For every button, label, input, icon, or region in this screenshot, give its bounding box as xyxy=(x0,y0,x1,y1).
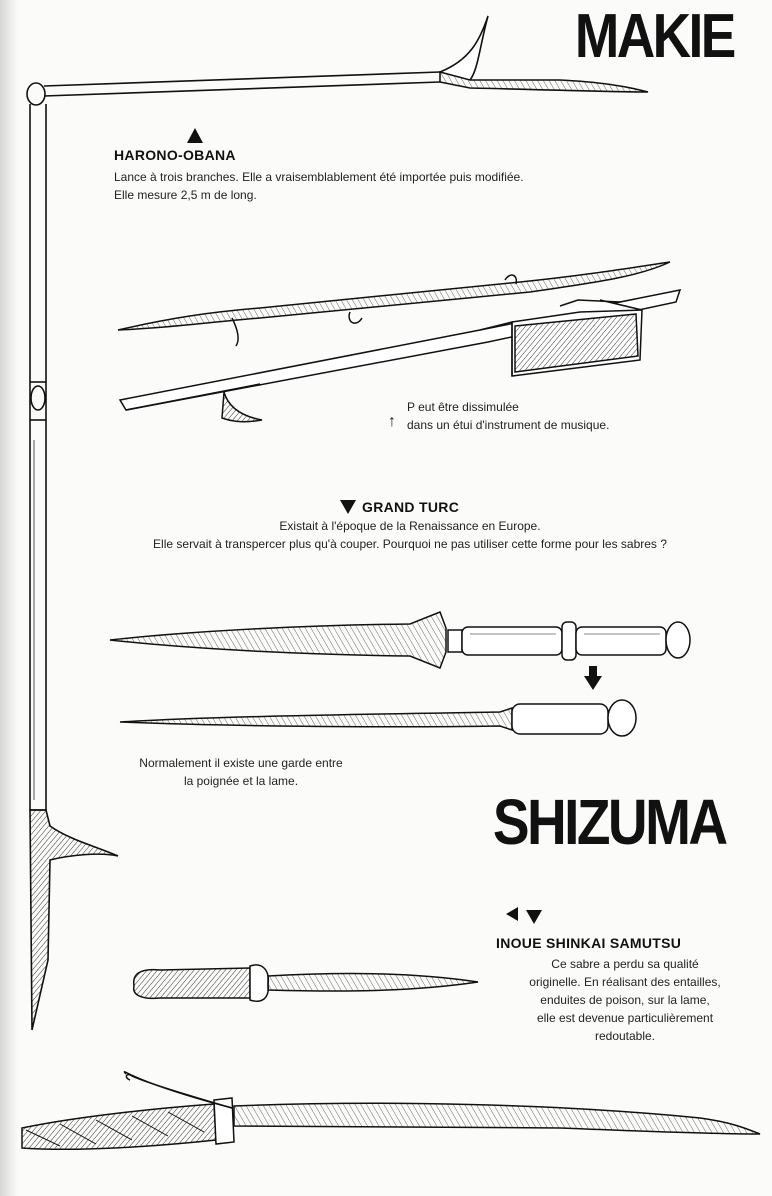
inoue-shinkai-blade-illustration xyxy=(134,965,478,1001)
description-line: redoutable. xyxy=(594,1029,656,1043)
case-note xyxy=(407,398,609,434)
triangle-down-icon xyxy=(526,910,542,924)
description-line: Elle servait à transpercer plus qu'à couper. Pourquoi ne pas utiliser cette forme pour les sabres ? xyxy=(153,537,667,551)
note-line: dans un étui d'instrument de musique. xyxy=(407,418,610,432)
harono-obana-heading: HARONO-OBANA xyxy=(114,147,236,163)
description-line: Existait à l'époque de la Renaissance en Europe. xyxy=(279,519,541,533)
makie-title: MAKIE xyxy=(575,2,734,71)
description-line: Ce sabre a perdu sa qualité xyxy=(551,957,699,971)
grand-turc-description xyxy=(100,517,720,553)
guard-note xyxy=(110,754,372,790)
description-line: enduites de poison, sur la lame, xyxy=(540,993,710,1007)
grand-turc-sword-illustration xyxy=(110,612,690,736)
note-line: Normalement il existe une garde entre xyxy=(139,756,343,770)
grand-turc-heading: GRAND TURC xyxy=(362,499,460,515)
shizuma-title: SHIZUMA xyxy=(493,786,726,858)
description-line: Lance à trois branches. Elle a vraisemblablement été importée puis modifiée. xyxy=(114,170,524,184)
arrow-down-icon xyxy=(584,666,602,690)
description-line: Elle mesure 2,5 m de long. xyxy=(114,188,257,202)
triangle-down-icon xyxy=(340,500,356,514)
harono-obana-description xyxy=(114,168,524,204)
note-line: la poignée et la lame. xyxy=(183,774,299,788)
triangle-left-icon xyxy=(506,907,518,921)
description-line: originelle. En réalisant des entailles, xyxy=(529,975,721,989)
inoue-shinkai-description xyxy=(490,955,760,1045)
triangle-up-icon xyxy=(187,128,203,143)
description-line: elle est devenue particulièrement xyxy=(536,1011,714,1025)
inoue-shinkai-heading: INOUE SHINKAI SAMUTSU xyxy=(496,935,682,951)
katana-illustration xyxy=(22,1072,760,1150)
arrow-up-icon: ↑ xyxy=(388,413,396,430)
note-line: P eut être dissimulée xyxy=(407,400,519,414)
